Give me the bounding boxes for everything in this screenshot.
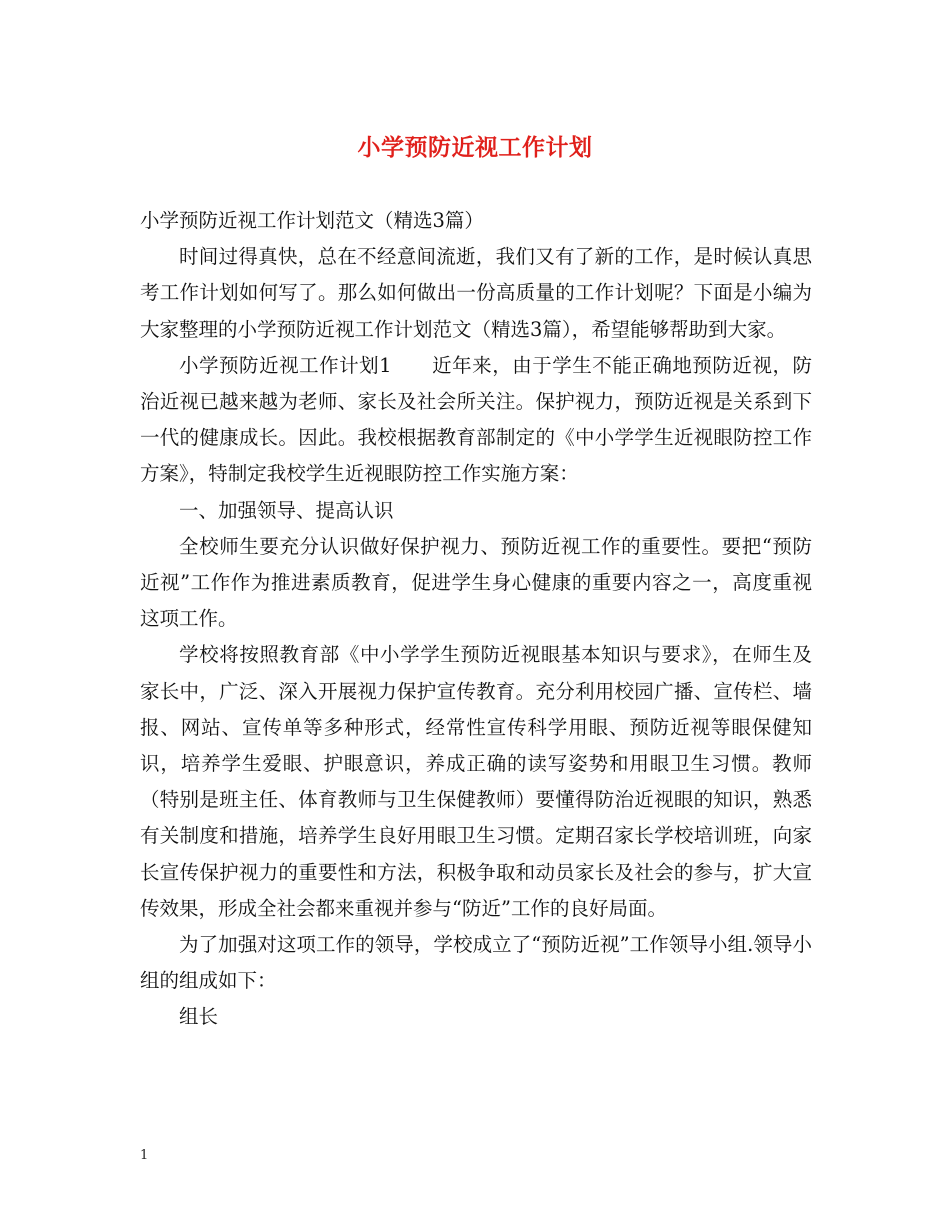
awareness-paragraph: 全校师生要充分认识做好保护视力、预防近视工作的重要性。要把“预防近视”工作作为推进素质教育，促进学生身心健康的重要内容之一，高度重视这项工作。	[140, 534, 812, 631]
page-number: 1	[140, 1148, 149, 1163]
group-leader-label: 组长	[179, 1005, 219, 1029]
document-body	[140, 203, 812, 1036]
section-heading-1: 一、加强领导、提高认识	[179, 498, 394, 522]
plan-1-paragraph: 小学预防近视工作计划1 近年来，由于学生不能正确地预防近视，防治近视已越来越为老师、家长及社会所关注。保护视力，预防近视是关系到下一代的健康成长。因此。我校根据教育部制定的《中小学学生近视眼防控工作方案》，特制定我校学生近视眼防控工作实施方案：	[140, 353, 812, 486]
leadership-paragraph: 为了加强对这项工作的领导，学校成立了“预防近视”工作领导小组.领导小组的组成如下：	[140, 933, 812, 993]
document-title: 小学预防近视工作计划	[357, 134, 593, 161]
education-paragraph: 学校将按照教育部《中小学学生预防近视眼基本知识与要求》，在师生及家长中，广泛、深入开展视力保护宣传教育。充分利用校园广播、宣传栏、墙报、网站、宣传单等多种形式，经常性宣传科学用眼、预防近视等眼保健知识，培养学生爱眼、护眼意识，养成正确的读写姿势和用眼卫生习惯。教师（特别是班主任、体育教师与卫生保健教师）要懂得防治近视眼的知识，熟悉有关制度和措施，培养学生良好用眼卫生习惯。定期召家长学校培训班，向家长宣传保护视力的重要性和方法，积极争取和动员家长及社会的参与，扩大宣传效果，形成全社会都来重视并参与“防近”工作的良好局面。	[140, 643, 812, 920]
document-subtitle: 小学预防近视工作计划范文（精选3篇）	[140, 209, 484, 232]
intro-paragraph: 时间过得真快，总在不经意间流逝，我们又有了新的工作，是时候认真思考工作计划如何写了。那么如何做出一份高质量的工作计划呢？下面是小编为大家整理的小学预防近视工作计划范文（精选3篇），希望能够帮助到大家。	[140, 245, 812, 341]
